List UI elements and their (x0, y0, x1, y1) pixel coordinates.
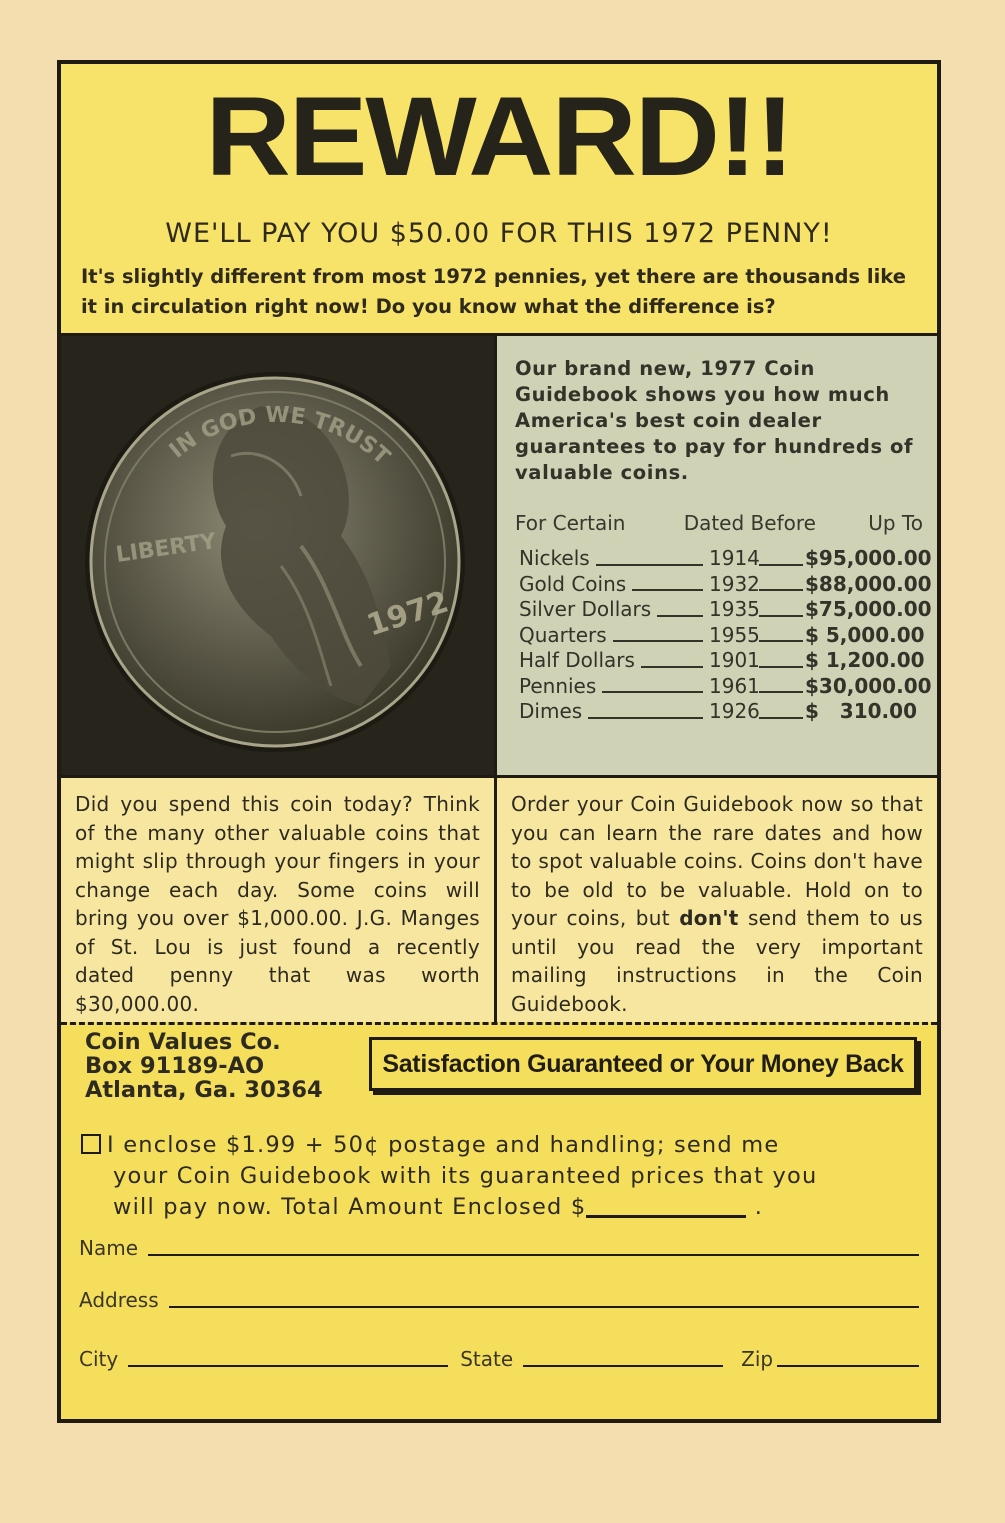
order-checkbox[interactable] (81, 1134, 101, 1154)
right-copy-emphasis: don't (679, 906, 739, 930)
order-line-1: I enclose $1.99 + 50¢ postage and handling; send me (107, 1132, 780, 1158)
coin-date: 1935 (709, 597, 760, 621)
zip-label: Zip (741, 1347, 774, 1371)
coin-price: $ 5,000.00 (805, 622, 925, 647)
state-label: State (460, 1347, 514, 1371)
amount-enclosed-field[interactable] (586, 1215, 746, 1218)
coin-name: Quarters (519, 622, 607, 647)
po-box: Box 91189-AO (85, 1053, 265, 1079)
coin-price: $ 1,200.00 (805, 648, 925, 672)
header-for-certain: For Certain (515, 511, 626, 535)
coin-date: 1901 (709, 648, 760, 672)
coin-name: Silver Dollars (519, 597, 652, 621)
city-state-zip-row (79, 1341, 919, 1371)
table-row (515, 571, 932, 598)
table-row (515, 673, 932, 700)
coin-motto: IN GOD WE TRUST (164, 402, 395, 470)
name-label: Name (79, 1236, 139, 1260)
coin-price: $88,000.00 (805, 571, 932, 596)
right-body-text (497, 778, 937, 1022)
right-copy-part1: Order your Coin Guidebook now so that you can learn the rare dates and how to spot valuable coins. Coins don't have to be old to be valuable. Hold on to your coins, but (511, 792, 923, 930)
price-table (515, 546, 932, 725)
zip-field[interactable] (777, 1365, 919, 1367)
mailing-address (85, 1030, 323, 1102)
coin-liberty: LIBERTY (114, 529, 218, 568)
guarantee-banner: Satisfaction Guaranteed or Your Money Back (369, 1037, 917, 1091)
penny-photo (61, 336, 497, 778)
coin-name: Pennies (519, 673, 597, 698)
table-row (515, 546, 932, 572)
address-row (79, 1282, 919, 1312)
city-field[interactable] (128, 1365, 448, 1367)
guidebook-panel (497, 336, 937, 778)
coin-price: $95,000.00 (805, 546, 932, 570)
ad-header (61, 64, 937, 336)
table-row (515, 699, 923, 725)
order-statement (81, 1130, 911, 1223)
company-name: Coin Values Co. (85, 1029, 281, 1055)
address-field[interactable] (169, 1306, 919, 1308)
coin-date: 1955 (709, 622, 760, 647)
table-row (515, 597, 932, 623)
lead-text: It's slightly different from most 1972 pennies, yet there are thousands like it in circulation right now! Do you know what the difference is? (81, 265, 906, 318)
advertisement (57, 60, 941, 1423)
coin-name: Nickels (519, 546, 590, 570)
coin-price: $75,000.00 (805, 597, 932, 621)
headline: REWARD!! (205, 74, 793, 200)
name-field[interactable] (148, 1254, 919, 1256)
guidebook-intro: Our brand new, 1977 Coin Guidebook shows you how much America's best coin dealer guarantees to pay for hundreds of valuable coins. (515, 357, 914, 484)
order-line-2: your Coin Guidebook with its guaranteed prices that you (113, 1163, 818, 1189)
subheadline: WE'LL PAY YOU $50.00 FOR THIS 1972 PENNY! (165, 218, 833, 249)
header-up-to: Up To (868, 511, 923, 535)
cut-line (61, 1022, 937, 1025)
name-row (79, 1230, 919, 1260)
order-coupon (61, 1026, 937, 1419)
coin-date: 1926 (709, 699, 760, 723)
coin-date: 1932 (709, 571, 760, 596)
penny-image (61, 336, 494, 775)
coin-name: Gold Coins (519, 571, 627, 596)
table-row (515, 623, 923, 649)
coin-name: Dimes (519, 699, 583, 723)
right-copy-part2: send them to us until you read the very important mailing instructions in the Coin Guidebook. (511, 906, 923, 1016)
coin-price: $30,000.00 (805, 673, 932, 698)
coin-date: 1914 (709, 546, 760, 570)
price-table-header (515, 510, 923, 536)
address-label: Address (79, 1288, 159, 1312)
order-line-3: will pay now. Total Amount Enclosed $ (113, 1194, 587, 1220)
header-dated-before: Dated Before (683, 511, 816, 535)
coin-name: Half Dollars (519, 648, 635, 672)
city-label: City (79, 1347, 119, 1371)
order-end: . (754, 1194, 764, 1220)
coin-price: $ 310.00 (805, 699, 917, 723)
coin-year: 1972 (362, 584, 453, 644)
table-row (515, 648, 923, 674)
left-body-text: Did you spend this coin today? Think of the many other valuable coins that might slip through your fingers in your change each day. Some coins will bring you over $1,000.00. J.G. Manges of St. Lou is just found a recently dated penny that was worth $30,000.00. (61, 778, 497, 1022)
state-field[interactable] (523, 1365, 723, 1367)
coin-date: 1961 (709, 673, 760, 698)
city-state-zip: Atlanta, Ga. 30364 (85, 1077, 323, 1103)
